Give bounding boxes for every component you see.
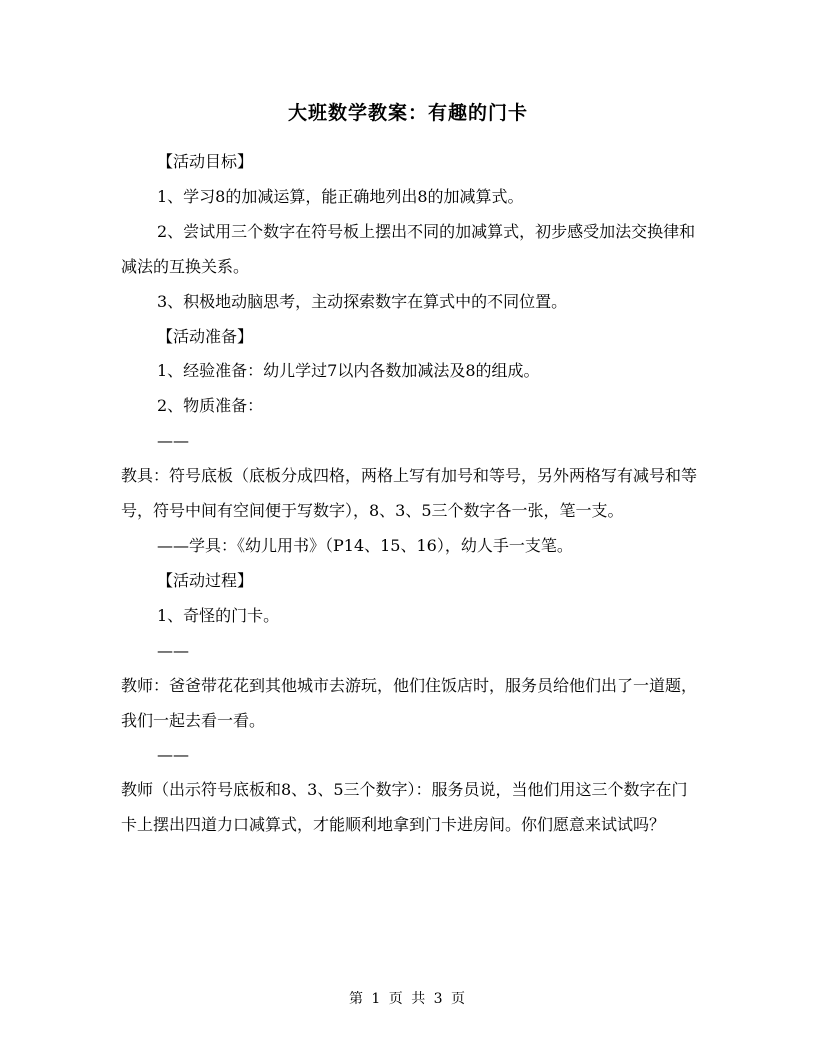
- paragraph: 教师（出示符号底板和8、3、5三个数字）：服务员说，当他们用这三个数字在门卡上摆出四道力口减算式，才能顺利地拿到门卡进房间。你们愿意来试试吗？: [121, 780, 688, 835]
- paragraph: 教具：符号底板（底板分成四格，两格上写有加号和等号，另外两格写有减号和等号，符号中间有空间便于写数字），8、3、5三个数字各一张，笔一支。: [121, 466, 698, 521]
- section-heading-process: 【活动过程】: [157, 570, 254, 590]
- document-title: 大班数学教案：有趣的门卡: [287, 102, 528, 124]
- dash-line: ——: [157, 640, 189, 660]
- paragraph: 1、经验准备：幼儿学过7以内各数加减法及8的组成。: [157, 361, 540, 381]
- page-footer: 第 1 页 共 3 页: [348, 991, 468, 1007]
- paragraph: 教师：爸爸带花花到其他城市去游玩，他们住饭店时，服务员给他们出了一道题，我们一起去看一看。: [121, 675, 698, 730]
- paragraph: 2、尝试用三个数字在符号板上摆出不同的加减算式，初步感受加法交换律和减法的互换关系。: [121, 221, 696, 276]
- paragraph: 2、物质准备：: [157, 396, 264, 416]
- dash-line: ——: [157, 745, 189, 765]
- paragraph: 1、奇怪的门卡。: [157, 605, 280, 625]
- document-body: [121, 145, 701, 843]
- section-heading-goals: 【活动目标】: [157, 152, 254, 171]
- paragraph: 1、学习8的加减运算，能正确地列出8的加减算式。: [157, 186, 524, 206]
- section-heading-preparation: 【活动准备】: [157, 326, 254, 346]
- paragraph: ——学具：《幼儿用书》（P14、15、16），幼人手一支笔。: [157, 535, 573, 555]
- paragraph: 3、积极地动脑思考，主动探索数字在算式中的不同位置。: [157, 291, 568, 311]
- dash-line: ——: [157, 431, 189, 451]
